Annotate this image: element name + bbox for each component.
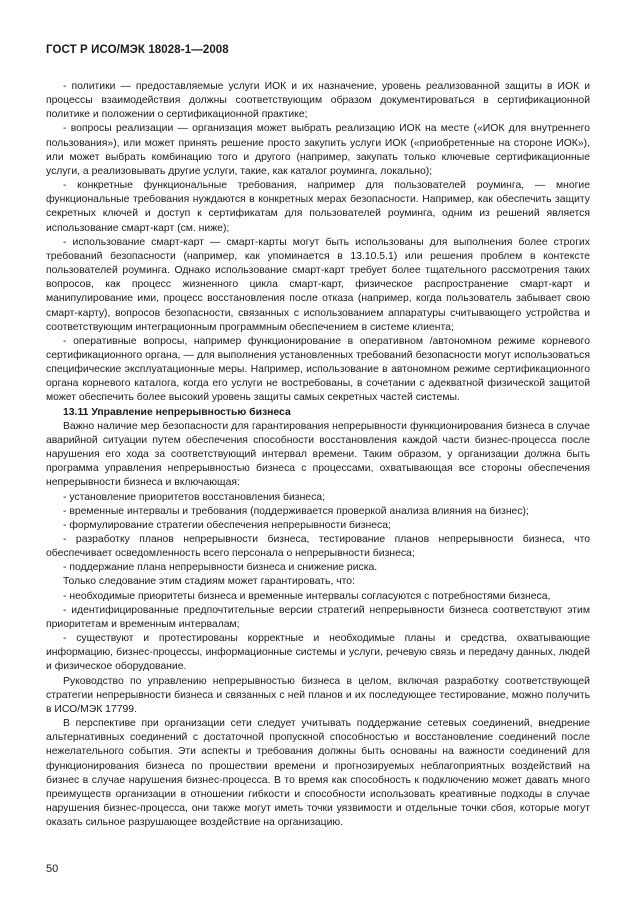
paragraph: Важно наличие мер безопасности для гарантирования непрерывности функционирования бизнеса в случае аварийной ситуации путем обеспечения способности восстановления каждой части бизнес-процесса после нарушения его хода за соответствующий интервал времени. Таким образом, у организации должна быть программа управления непрерывностью бизнеса с процессами, охватывающая все стороны обеспечения непрерывности бизнеса и включающая: <box>46 420 590 489</box>
paragraph: В перспективе при организации сети следует учитывать поддержание сетевых соединений, внедрение альтернативных соединений с достаточной пропускной способностью и восстановление соединений после нежелательного события. Эти аспекты и требования должны быть основаны на важности соединений для функционирования бизнеса по прошествии времени и прогнозируемых неблагоприятных воздействий на бизнес в случае нарушения бизнес-процесса. В то время как способность к подключению может давать много преимуществ организации в отношении гибкости и способности использовать креативные подходы в случае нарушения бизнес-процесса, они также могут иметь точки уязвимости и отдельные точки сбоя, которые могут оказать сильное разрушающее воздействие на организацию. <box>46 718 590 829</box>
paragraph: - необходимые приоритеты бизнеса и временные интервалы согласуются с потребностями бизнеса, <box>63 590 551 602</box>
paragraph: - политики — предоставляемые услуги ИОК и их назначение, уровень реализованной защиты в ИОК и процессы взаимодействия должны соответствующим образом документироваться в сертификационной политике и положении о сертификационной практике; <box>46 81 590 121</box>
paragraph: - оперативные вопросы, например функционирование в оперативном /автономном режиме корневого сертификационного органа, — для выполнения установленных требований безопасности могут использоваться специфические эксплуатационные меры. Например, использование в автономном режиме сертификационного органа корневого каталога, когда его услуги не востребованы, в сочетании с адекватной физической защитой может обеспечить более высокий уровень защиты самых секретных частей системы. <box>46 335 590 404</box>
page-number: 50 <box>46 863 59 875</box>
paragraph: Руководство по управлению непрерывностью бизнеса в целом, включая разработку соответствующей стратегии непрерывности бизнеса и связанных с ней планов и их последующее тестирование, можно получить в ИСО/МЭК 17799. <box>46 675 590 715</box>
paragraph: - идентифицированные предпочтительные версии стратегий непрерывности бизнеса соответствуют этим приоритетам и временным интервалам; <box>46 604 590 630</box>
paragraph: - существуют и протестированы корректные и необходимые планы и средства, охватывающие информацию, бизнес-процессы, информационные системы и услуги, речевую связь и передачу данных, людей и физическое оборудование. <box>46 633 590 673</box>
paragraph: - установление приоритетов восстановления бизнеса; <box>63 491 325 503</box>
paragraph: - конкретные функциональные требования, например для пользователей роуминга, — многие функциональные требования нуждаются в конкретных мерах безопасности. Например, как обеспечить защиту секретных ключей и доступ к сертификатам для пользователей роуминга, одним из решений является использование смарт-карт (см. ниже); <box>46 180 590 234</box>
paragraph: - использование смарт-карт — смарт-карты могут быть использованы для выполнения более строгих требований безопасности (например, как упоминается в 13.10.5.1) или решения проблем в контексте пользователей роуминга. Однако использование смарт-карт требует более тщательного рассмотрения таких вопросов, как процесс жизненного цикла смарт-карт, физическое распространение смарт-карт и манипулирование ими, процесс восстановления после отказа (например, когда пользователь забывает свою смарт-карту), вопросов безопасности, связанных с использованием аппаратуры считывающего устройства и соответствующим интеграционным программным обеспечением в системе клиента; <box>46 236 590 333</box>
paragraph: - разработку планов непрерывности бизнеса, тестирование планов непрерывности бизнеса, что обеспечивает осведомленность всего персонала о непрерывности бизнеса; <box>46 534 590 560</box>
section-heading: 13.11 Управление непрерывностью бизнеса <box>63 406 291 418</box>
paragraph: - поддержание плана непрерывности бизнеса и снижение риска. <box>63 562 378 574</box>
paragraph: - вопросы реализации — организация может выбрать реализацию ИОК на месте («ИОК для внутреннего пользования»), или может принять решение просто закупить услуги ИОК («приобретенные на стороне ИОК»), или может выбрать комбинацию того и другого (например, закупать только ключевые сертификационные услуги, а реализовывать другие услуги, такие, как каталог роуминга, локально); <box>46 123 590 177</box>
paragraph: - формулирование стратегии обеспечения непрерывности бизнеса; <box>63 519 391 531</box>
paragraph: - временные интервалы и требования (поддерживается проверкой анализа влияния на бизнес); <box>63 505 529 517</box>
document-header: ГОСТ Р ИСО/МЭК 18028-1—2008 <box>46 44 229 56</box>
document-body <box>46 80 590 830</box>
paragraph: Только следование этим стадиям может гарантировать, что: <box>63 576 355 588</box>
